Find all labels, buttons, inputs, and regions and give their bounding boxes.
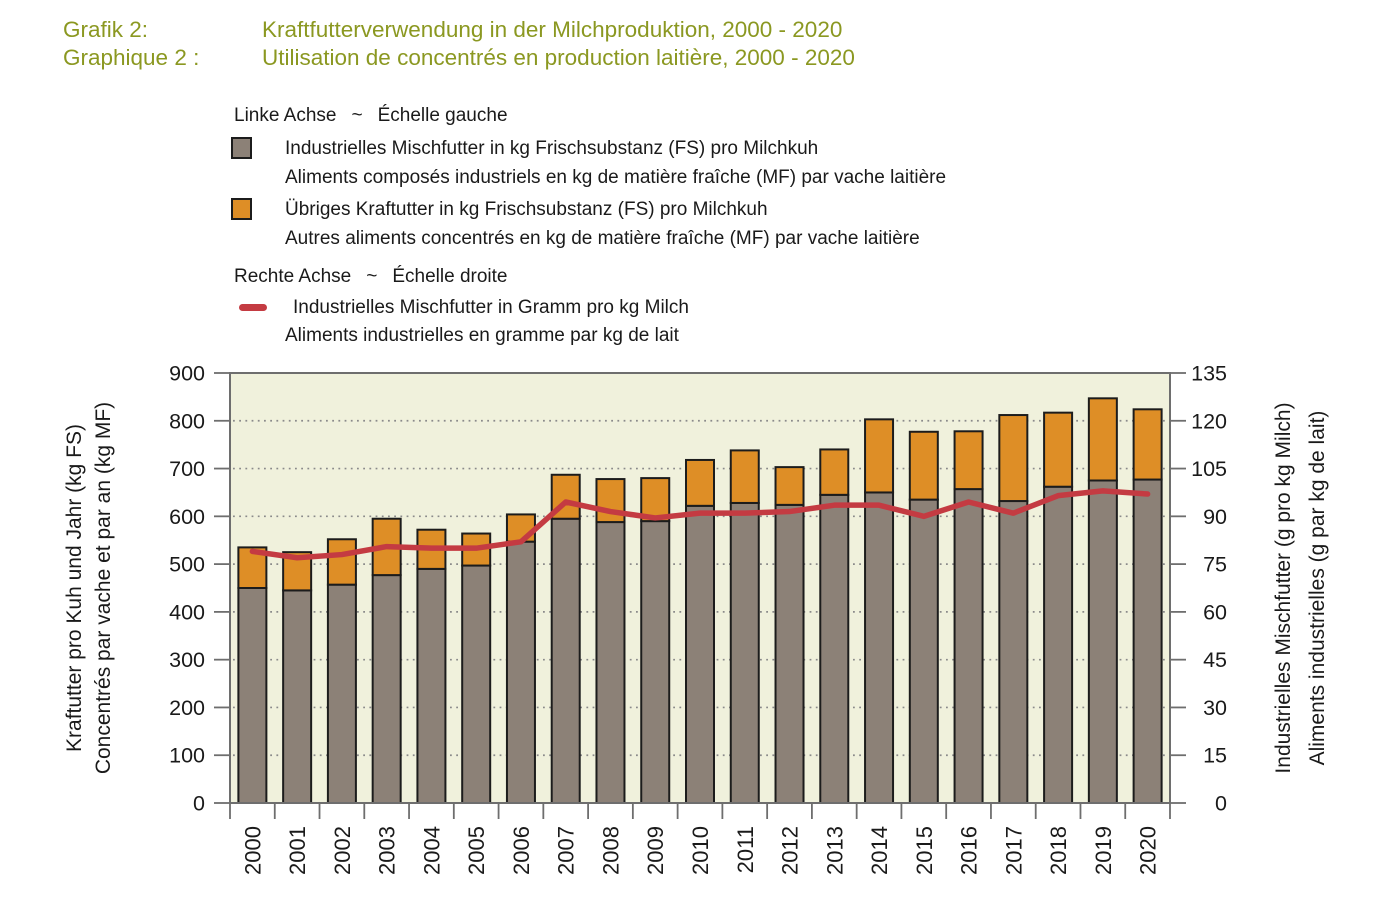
right-axis-tick-label-105: 105 xyxy=(1191,457,1227,482)
bar-industrial-2005 xyxy=(462,566,490,803)
x-tick-label-2006: 2006 xyxy=(508,826,534,875)
right-axis-tick-label-135: 135 xyxy=(1191,361,1227,386)
bar-industrial-2007 xyxy=(552,519,580,803)
legend-item-industrial xyxy=(231,137,946,159)
x-tick-label-2001: 2001 xyxy=(285,826,311,875)
bar-other-2018 xyxy=(1044,413,1072,487)
left-axis-title-de: Kraftutter pro Kuh und Jahr (kg FS) xyxy=(63,424,86,752)
left-axis-tick-label-600: 600 xyxy=(169,504,205,529)
legend-item-line-label-fr: Aliments industrielles en gramme par kg de lait xyxy=(285,325,679,346)
legend-item-industrial-label-de: Industrielles Mischfutter in kg Frischsubstanz (FS) pro Milchkuh xyxy=(285,137,819,159)
right-axis-tick-label-75: 75 xyxy=(1203,552,1227,577)
x-tick-label-2017: 2017 xyxy=(1001,825,1027,875)
chart xyxy=(0,360,1400,910)
tilde-separator: ~ xyxy=(366,266,378,287)
left-axis-tick-label-400: 400 xyxy=(169,600,205,625)
bar-industrial-2014 xyxy=(865,492,893,803)
right-axis-tick-label-60: 60 xyxy=(1203,600,1227,625)
bar-other-2019 xyxy=(1089,398,1117,480)
left-axis-tick-label-100: 100 xyxy=(169,743,205,768)
legend-item-industrial-label-fr: Aliments composés industriels en kg de matière fraîche (MF) par vache laitière xyxy=(285,167,947,188)
right-axis-title-fr: Aliments industrielles (g par kg de lait) xyxy=(1306,410,1329,766)
x-tick-label-2013: 2013 xyxy=(822,826,848,875)
figure-title-text-de: Kraftfutterverwendung in der Milchproduktion, 2000 - 2020 xyxy=(262,17,843,42)
bar-industrial-2002 xyxy=(328,585,356,803)
bar-industrial-2018 xyxy=(1044,487,1072,803)
x-tick-label-2018: 2018 xyxy=(1046,826,1072,875)
x-tick-label-2014: 2014 xyxy=(867,826,893,875)
figure-title xyxy=(63,16,855,72)
right-axis-tick-label-45: 45 xyxy=(1203,648,1227,673)
x-tick-label-2012: 2012 xyxy=(777,826,803,875)
legend-item-other xyxy=(231,198,946,220)
x-tick-label-2004: 2004 xyxy=(419,826,445,875)
bar-industrial-2015 xyxy=(910,500,938,803)
bar-other-2013 xyxy=(820,449,848,494)
legend-item-other-label-fr: Autres aliments concentrés en kg de matière fraîche (MF) par vache laitière xyxy=(285,228,920,249)
bar-other-2006 xyxy=(507,514,535,541)
x-tick-label-2007: 2007 xyxy=(553,826,579,875)
left-axis-title-fr: Concentrés par vache et par an (kg MF) xyxy=(92,401,115,775)
left-axis-tick-label-500: 500 xyxy=(169,552,205,577)
legend-right-heading-fr: Échelle droite xyxy=(392,266,508,287)
x-tick-label-2005: 2005 xyxy=(464,826,490,875)
bar-industrial-2016 xyxy=(955,489,983,803)
bar-industrial-2006 xyxy=(507,542,535,803)
figure-number-fr: Graphique 2 : xyxy=(63,45,200,70)
bar-other-2012 xyxy=(776,467,804,505)
x-tick-label-2003: 2003 xyxy=(374,826,400,875)
bar-other-2015 xyxy=(910,432,938,500)
legend-right-heading-de: Rechte Achse xyxy=(234,266,352,287)
legend-item-other-label-de: Übriges Kraftutter in kg Frischsubstanz (FS) pro Milchkuh xyxy=(285,198,768,220)
bar-industrial-2001 xyxy=(283,590,311,803)
legend-left-heading-fr: Échelle gauche xyxy=(377,105,508,126)
x-tick-label-2016: 2016 xyxy=(956,826,982,875)
bar-industrial-2010 xyxy=(686,506,714,803)
figure-number-de: Grafik 2: xyxy=(63,17,149,42)
x-tick-label-2019: 2019 xyxy=(1090,826,1116,875)
left-axis-tick-label-300: 300 xyxy=(169,648,205,673)
right-axis-tick-label-30: 30 xyxy=(1203,695,1227,720)
right-axis-tick-label-0: 0 xyxy=(1215,791,1227,816)
bar-industrial-2020 xyxy=(1134,480,1162,803)
x-tick-label-2002: 2002 xyxy=(329,826,355,875)
bar-industrial-2017 xyxy=(999,501,1027,803)
bar-other-2010 xyxy=(686,460,714,506)
figure-title-de xyxy=(63,16,855,44)
bar-industrial-2012 xyxy=(776,505,804,803)
legend-item-line xyxy=(231,298,946,317)
legend-item-line-label-de: Industrielles Mischfutter in Gramm pro kg Milch xyxy=(293,297,689,318)
bar-industrial-2008 xyxy=(596,522,624,803)
bar-other-2014 xyxy=(865,419,893,492)
bar-industrial-2004 xyxy=(417,569,445,803)
legend-right-axis-heading xyxy=(231,267,946,286)
x-tick-label-2008: 2008 xyxy=(598,826,624,875)
right-axis-title-de: Industrielles Mischfutter (g pro kg Milch) xyxy=(1272,402,1295,774)
bar-other-2016 xyxy=(955,431,983,489)
figure-title-fr xyxy=(63,44,855,72)
tilde-separator: ~ xyxy=(351,105,363,126)
bar-other-2011 xyxy=(731,450,759,503)
x-tick-label-2011: 2011 xyxy=(732,826,758,874)
left-axis-tick-label-0: 0 xyxy=(193,791,205,816)
left-axis-tick-label-800: 800 xyxy=(169,409,205,434)
x-tick-label-2009: 2009 xyxy=(643,826,669,875)
industrial-feed-swatch-icon xyxy=(231,137,252,159)
bar-other-2020 xyxy=(1134,409,1162,479)
bar-other-2002 xyxy=(328,539,356,584)
figure-title-text-fr: Utilisation de concentrés en production laitière, 2000 - 2020 xyxy=(262,45,855,70)
x-tick-label-2000: 2000 xyxy=(240,826,266,875)
red-line-marker-icon xyxy=(239,304,267,311)
bar-industrial-2013 xyxy=(820,495,848,803)
bar-industrial-2003 xyxy=(373,575,401,803)
legend xyxy=(231,106,946,356)
left-axis-tick-label-700: 700 xyxy=(169,457,205,482)
bar-industrial-2000 xyxy=(238,588,266,803)
right-axis-tick-label-15: 15 xyxy=(1203,743,1227,768)
bar-industrial-2019 xyxy=(1089,481,1117,804)
legend-left-axis-heading xyxy=(231,106,946,125)
left-axis-tick-label-900: 900 xyxy=(169,361,205,386)
bar-industrial-2009 xyxy=(641,521,669,803)
right-axis-tick-label-90: 90 xyxy=(1203,504,1227,529)
x-tick-label-2010: 2010 xyxy=(688,826,713,875)
left-axis-tick-label-200: 200 xyxy=(169,695,205,720)
x-tick-label-2020: 2020 xyxy=(1135,826,1161,875)
bar-other-2017 xyxy=(999,415,1027,501)
right-axis-tick-label-120: 120 xyxy=(1191,409,1227,434)
other-concentrate-swatch-icon xyxy=(231,198,252,220)
x-tick-label-2015: 2015 xyxy=(911,826,937,875)
bar-industrial-2011 xyxy=(731,503,759,803)
legend-left-heading-de: Linke Achse xyxy=(234,105,337,126)
